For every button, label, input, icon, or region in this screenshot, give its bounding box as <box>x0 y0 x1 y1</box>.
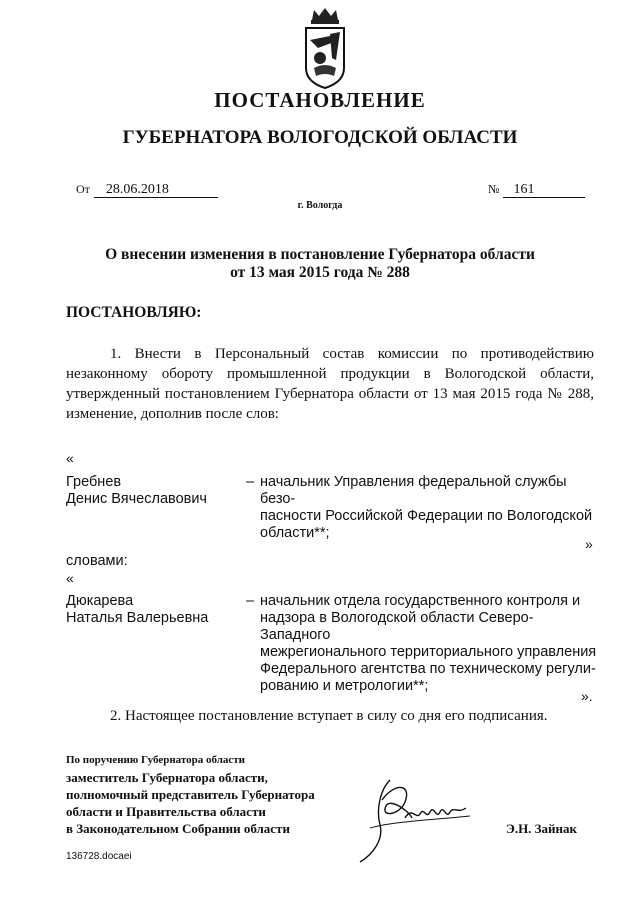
document-subtitle: ГУБЕРНАТОРА ВОЛОГОДСКОЙ ОБЛАСТИ <box>122 127 518 148</box>
number-prefix: № <box>488 182 500 196</box>
entry-1-role <box>260 474 600 542</box>
signatory-name: Э.Н. Зайнак <box>506 821 578 836</box>
decree-heading: ПОСТАНОВЛЯЮ: <box>66 304 202 321</box>
entry-2-role-line: межрегионального территориального управления <box>260 644 597 660</box>
entry-2-role-line: начальник отдела государственного контроля и <box>260 593 581 609</box>
entry-2-dash: – <box>246 593 255 609</box>
date-value: 28.06.2018 <box>94 182 218 198</box>
signatory-position <box>66 752 315 837</box>
entry-2-name <box>66 593 208 627</box>
entry-2-role-line: рованию и метрологии**; <box>260 678 429 694</box>
document-filename: 136728.docaei <box>66 851 132 862</box>
number-value: 161 <box>503 182 585 198</box>
entry-1-dash: – <box>246 474 255 490</box>
entry-2-role <box>260 593 600 695</box>
paragraph-1: 1. Внести в Персональный состав комиссии по противодействию незаконному обороту промышленной продукции в Вологодской области, утвержденный постановлением Губернатора области от 13 мая 2015 года № 288, изменение, дополнив после слов: <box>66 346 594 422</box>
entry-1-given: Денис Вячеславович <box>66 491 207 507</box>
entry-1-role-line: начальник Управления федеральной службы безо- <box>260 474 567 507</box>
entry-2-given: Наталья Валерьевна <box>66 610 209 626</box>
signatory-line: заместитель Губернатора области, <box>66 770 268 785</box>
entry-1-role-line: пасности Российской Федерации по Вологодской <box>260 508 593 524</box>
entry-1-surname: Гребнев <box>66 474 122 490</box>
document-title: ПОСТАНОВЛЕНИЕ <box>214 88 426 112</box>
entry-2-role-line: Федерального агентства по техническому регули- <box>260 661 596 677</box>
document-subject <box>0 246 640 282</box>
signatory-line: полномочный представитель Губернатора <box>66 787 315 802</box>
handwritten-signature <box>350 770 480 870</box>
entry-1-role-line: области**; <box>260 525 330 541</box>
subject-line-1: О внесении изменения в постановление Губернатора области <box>105 246 535 263</box>
signatory-line: в Законодательном Собрании области <box>66 821 290 836</box>
close-quote-1: » <box>585 536 593 552</box>
number-block <box>488 180 585 198</box>
signatory-line: По поручению Губернатора области <box>66 754 246 766</box>
date-prefix: От <box>76 182 90 196</box>
signatory-line: области и Правительства области <box>66 804 266 819</box>
coat-of-arms-emblem <box>300 6 350 90</box>
paragraph-2: 2. Настоящее постановление вступает в силу со дня его подписания. <box>110 708 548 724</box>
entry-1-name <box>66 474 207 508</box>
date-block <box>76 180 218 198</box>
open-quote-1: « <box>66 450 74 466</box>
entry-2-surname: Дюкарева <box>66 593 134 609</box>
entry-2-role-line: надзора в Вологодской области Северо-Западного <box>260 610 534 643</box>
words-label: словами: <box>66 553 128 569</box>
close-quote-2: ». <box>581 688 593 704</box>
subject-line-2: от 13 мая 2015 года № 288 <box>230 264 410 281</box>
open-quote-2: « <box>66 570 74 586</box>
city-label: г. Вологда <box>297 200 343 211</box>
